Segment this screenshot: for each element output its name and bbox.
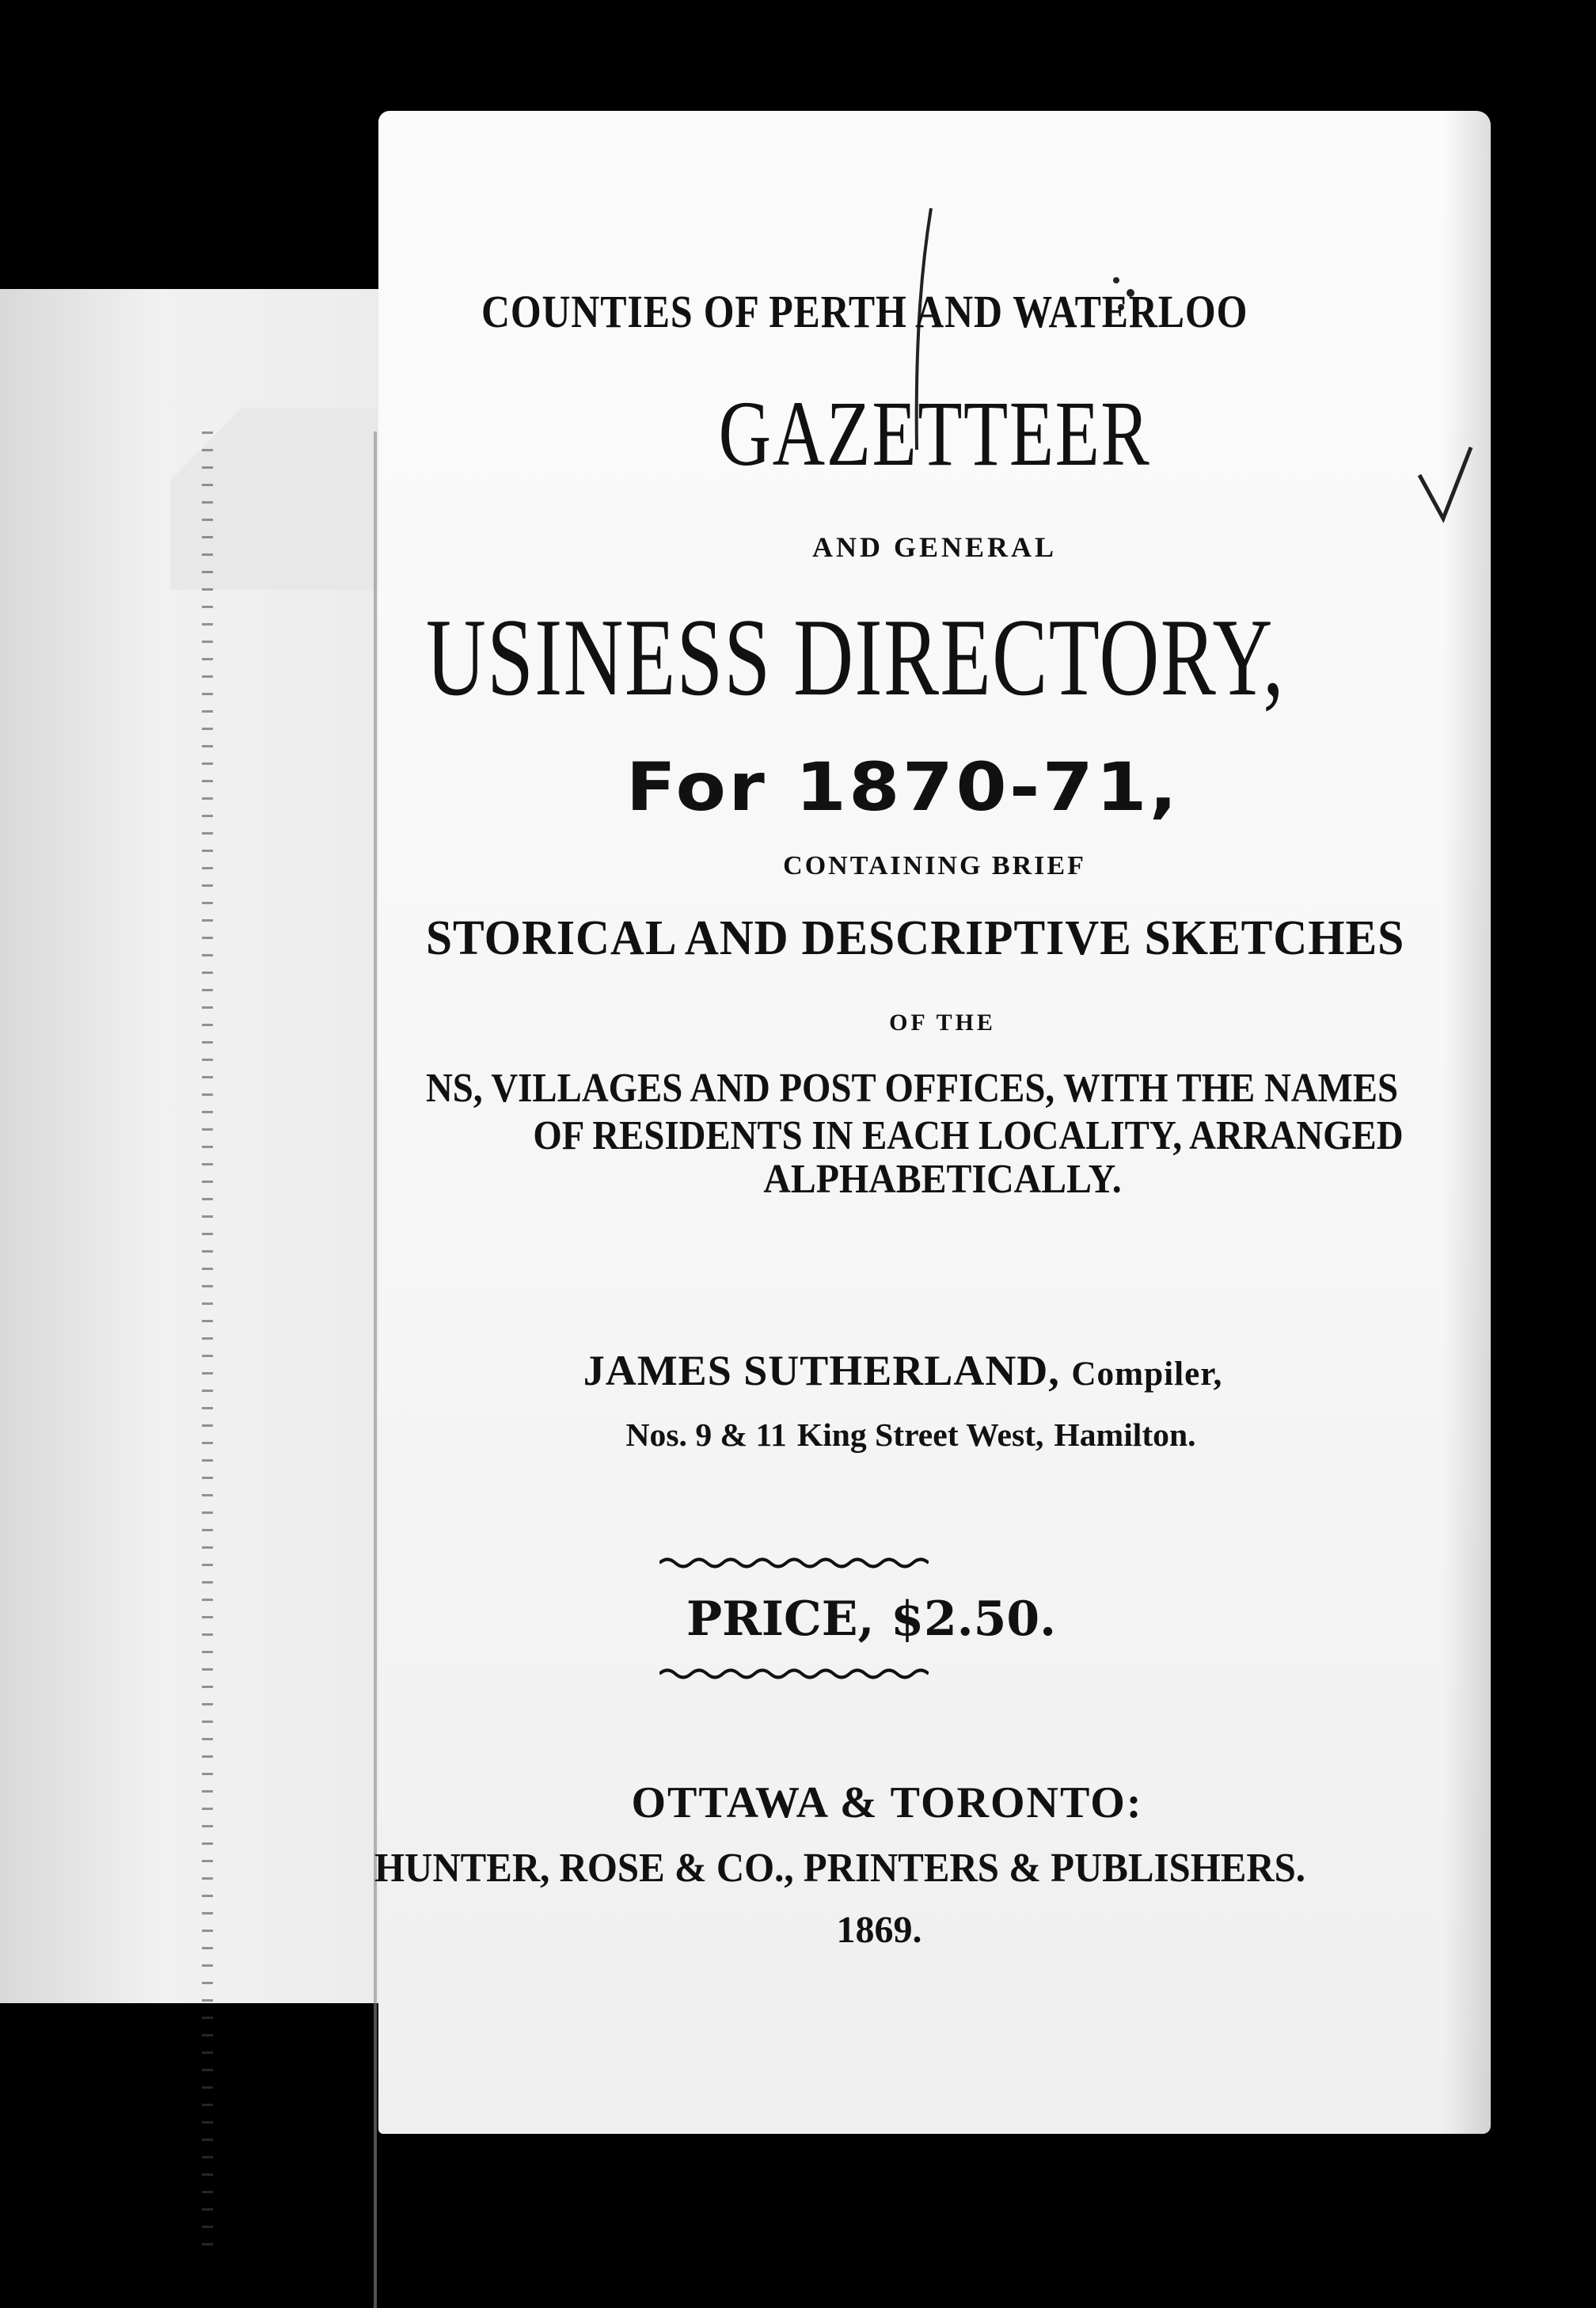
- ornament-wave-top: [659, 1556, 929, 1570]
- title-gazetteer: GAZETTEER: [718, 382, 1151, 485]
- subtitle-containing: CONTAINING BRIEF: [783, 851, 1086, 880]
- pen-check-mark: [1416, 443, 1479, 538]
- book-spine: [0, 289, 396, 2003]
- description-line-1: NS, VILLAGES AND POST OFFICES, WITH THE NAMES: [426, 1066, 1398, 1111]
- compiler-role: Compiler,: [1071, 1356, 1223, 1393]
- ornament-wave-bottom: [659, 1667, 929, 1681]
- description-line-2: OF RESIDENTS IN EACH LOCALITY, ARRANGED: [533, 1113, 1404, 1158]
- price: PRICE, $2.50.: [686, 1591, 1057, 1647]
- spine-stitching: [202, 432, 213, 2253]
- compiler-line: [347, 1346, 1459, 1395]
- title-business-directory: USINESS DIRECTORY,: [426, 596, 1286, 719]
- address-city: Hamilton.: [1054, 1416, 1196, 1453]
- subtitle-sketches: STORICAL AND DESCRIPTIVE SKETCHES: [426, 911, 1405, 965]
- title-year-range: For 1870-71,: [625, 748, 1180, 826]
- title-page: [374, 111, 1491, 2134]
- imprint-year: 1869.: [836, 1909, 922, 1951]
- address-prefix: Nos. 9 & 11: [625, 1416, 787, 1453]
- address-line: [355, 1409, 1467, 1456]
- compiler-name: JAMES SUTHERLAND,: [583, 1347, 1060, 1394]
- imprint-place: OTTAWA & TORONTO:: [631, 1778, 1143, 1827]
- subtitle-and-general: AND GENERAL: [811, 531, 1058, 563]
- description-line-3: ALPHABETICALLY.: [763, 1157, 1122, 1202]
- address-street: King Street West,: [796, 1416, 1044, 1453]
- imprint-publisher: HUNTER, ROSE & CO., PRINTERS & PUBLISHERS.: [374, 1846, 1306, 1891]
- header-counties: COUNTIES OF PERTH AND WATERLOO: [481, 286, 1248, 337]
- subtitle-of-the: OF THE: [889, 1010, 996, 1036]
